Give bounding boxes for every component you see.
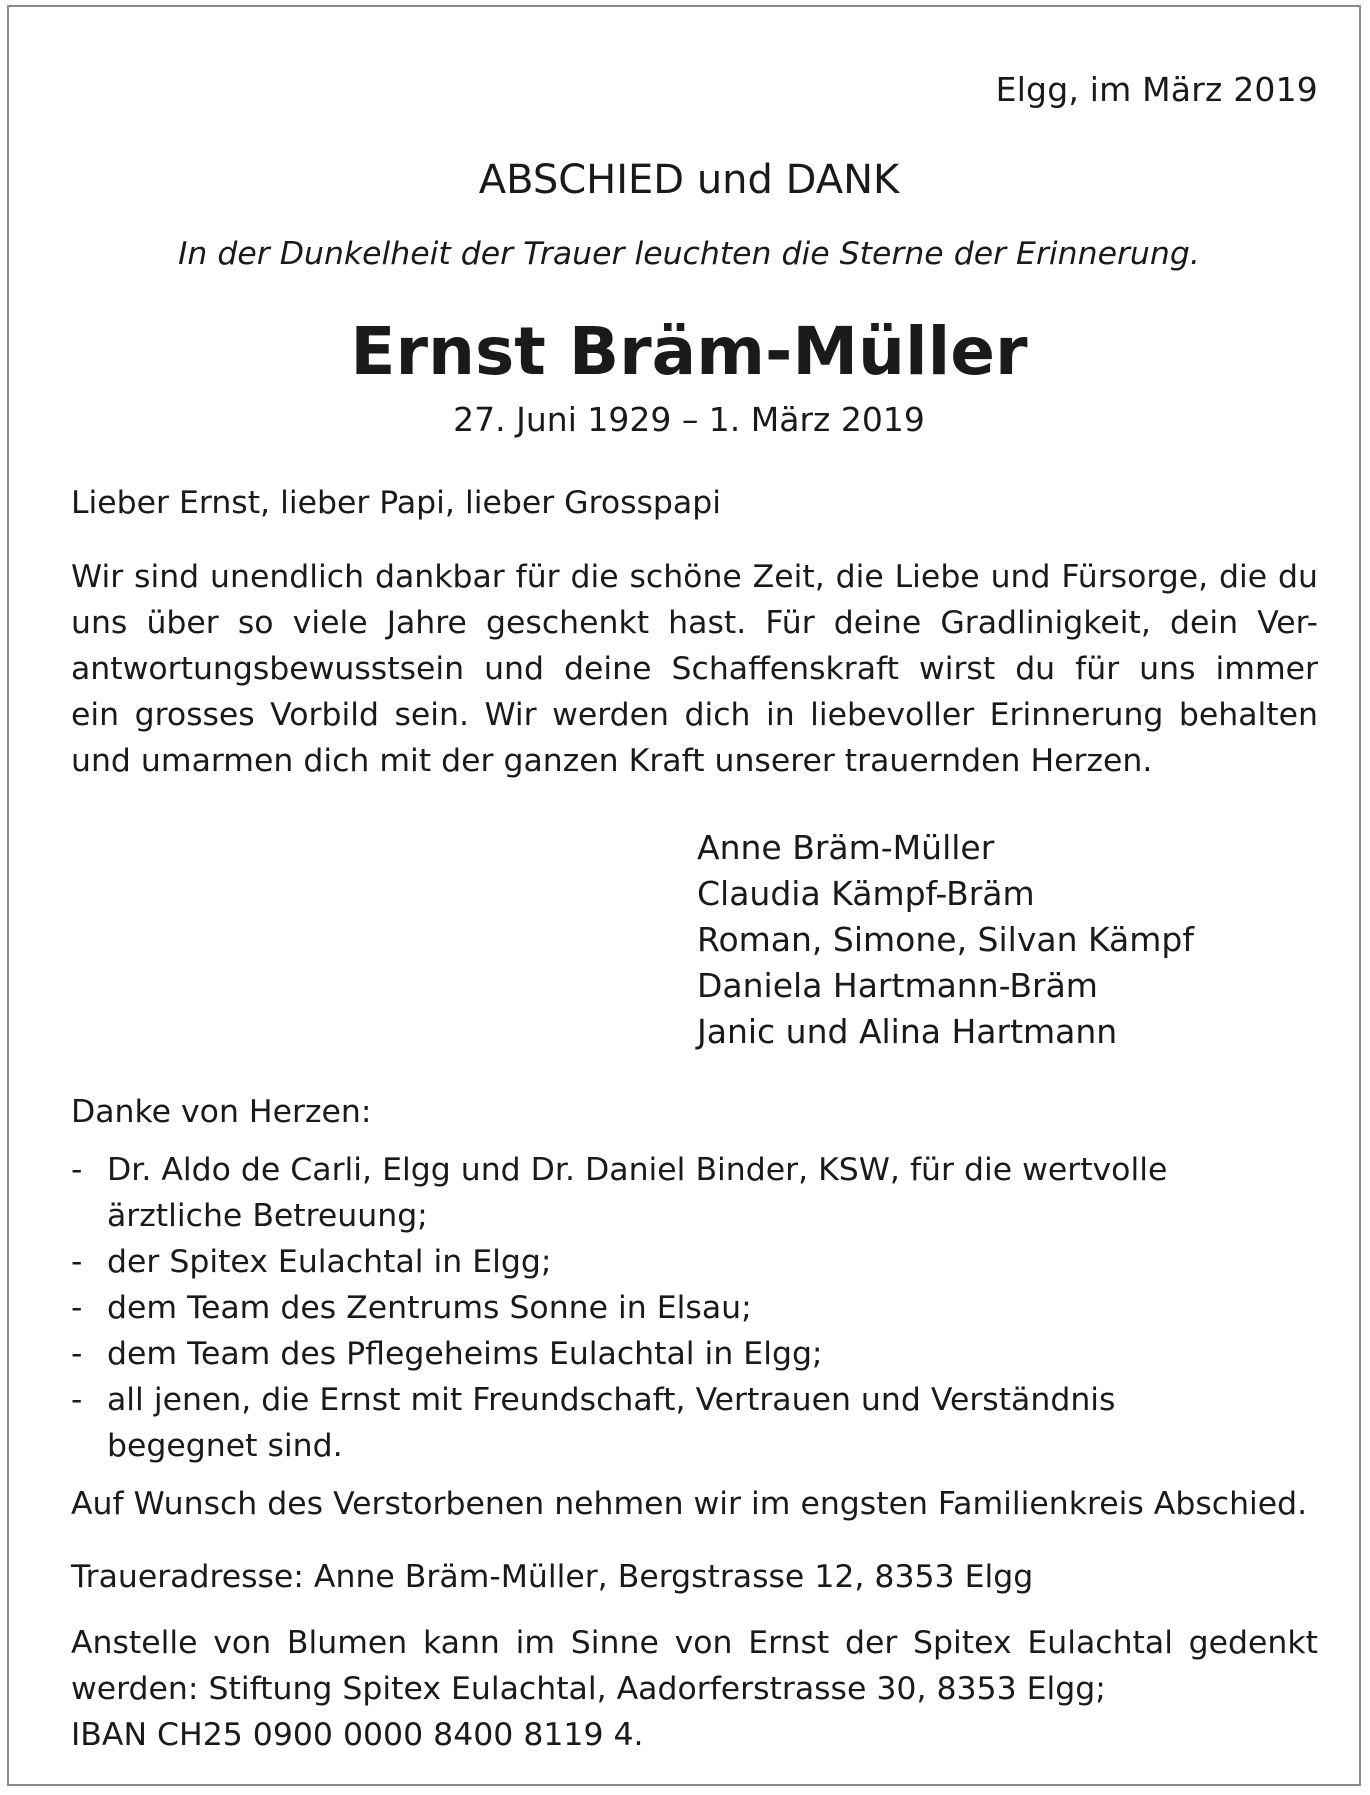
tribute-line: uns über so viele Jahre geschenkt hast. Für deine Gradlinigkeit, dein Ver- bbox=[71, 605, 1318, 641]
thanks-item-text: der Spitex Eulachtal in Elgg; bbox=[107, 1244, 552, 1280]
donation-line: IBAN CH25 0900 0000 8400 8119 4. bbox=[71, 1717, 644, 1753]
mourner-name: Anne Bräm-Müller bbox=[697, 828, 995, 867]
farewell-note: Auf Wunsch des Verstorbenen nehmen wir im engsten Familienkreis Abschied. bbox=[71, 1486, 1308, 1522]
salutation: Lieber Ernst, lieber Papi, lieber Grosspapi bbox=[71, 485, 721, 521]
list-dash: - bbox=[71, 1290, 83, 1326]
thanks-list bbox=[71, 1147, 1167, 1469]
deceased-name: Ernst Bräm-Müller bbox=[350, 313, 1028, 390]
thanks-item-text: all jenen, die Ernst mit Freundschaft, Vertrauen und Verständnis bbox=[107, 1382, 1116, 1418]
list-dash: - bbox=[71, 1336, 83, 1372]
place-date: Elgg, im März 2019 bbox=[995, 70, 1318, 109]
mourners-list bbox=[697, 825, 1194, 1055]
donation-note bbox=[71, 1620, 1318, 1758]
thanks-item-text: Dr. Aldo de Carli, Elgg und Dr. Daniel Binder, KSW, für die wertvolle bbox=[107, 1152, 1168, 1188]
tribute-line: Wir sind unendlich dankbar für die schöne Zeit, die Liebe und Fürsorge, die du bbox=[71, 559, 1318, 595]
mourner-name: Roman, Simone, Silvan Kämpf bbox=[697, 920, 1194, 959]
mourner-name: Claudia Kämpf-Bräm bbox=[697, 874, 1035, 913]
notice-heading: ABSCHIED und DANK bbox=[478, 157, 900, 203]
donation-line: werden: Stiftung Spitex Eulachtal, Aadorferstrasse 30, 8353 Elgg; bbox=[71, 1671, 1106, 1707]
list-dash: - bbox=[71, 1382, 83, 1418]
mourner-name: Janic und Alina Hartmann bbox=[697, 1012, 1118, 1051]
donation-line: Anstelle von Blumen kann im Sinne von Ernst der Spitex Eulachtal gedenkt bbox=[71, 1625, 1318, 1661]
list-dash: - bbox=[71, 1152, 83, 1188]
thanks-item bbox=[71, 1285, 1167, 1331]
thanks-item bbox=[71, 1239, 1167, 1285]
tribute-line: antwortungsbewusstsein und deine Schaffenskraft wirst du für uns immer bbox=[71, 651, 1318, 687]
thanks-item-text: ärztliche Betreuung; bbox=[107, 1198, 428, 1234]
thanks-item bbox=[71, 1377, 1167, 1469]
thanks-item bbox=[71, 1147, 1167, 1239]
motto-quote: In der Dunkelheit der Trauer leuchten die Sterne der Erinnerung. bbox=[178, 236, 1200, 272]
thanks-item bbox=[71, 1331, 1167, 1377]
thanks-item-text: begegnet sind. bbox=[107, 1428, 343, 1464]
list-dash: - bbox=[71, 1244, 83, 1280]
obituary-content bbox=[71, 7, 1318, 1784]
mourner-name: Daniela Hartmann-Bräm bbox=[697, 966, 1098, 1005]
thanks-item-text: dem Team des Zentrums Sonne in Elsau; bbox=[107, 1290, 752, 1326]
thanks-item-text: dem Team des Pflegeheims Eulachtal in Elgg; bbox=[107, 1336, 823, 1372]
tribute-line: ein grosses Vorbild sein. Wir werden dich in liebevoller Erinnerung behalten bbox=[71, 697, 1318, 733]
tribute-paragraph bbox=[71, 554, 1318, 784]
tribute-line: und umarmen dich mit der ganzen Kraft unserer trauernden Herzen. bbox=[71, 743, 1153, 779]
mourning-address: Traueradresse: Anne Bräm-Müller, Bergstrasse 12, 8353 Elgg bbox=[71, 1559, 1034, 1595]
thanks-title: Danke von Herzen: bbox=[71, 1094, 372, 1130]
lifespan-dates: 27. Juni 1929 – 1. März 2019 bbox=[453, 400, 925, 439]
obituary-frame bbox=[7, 5, 1361, 1786]
